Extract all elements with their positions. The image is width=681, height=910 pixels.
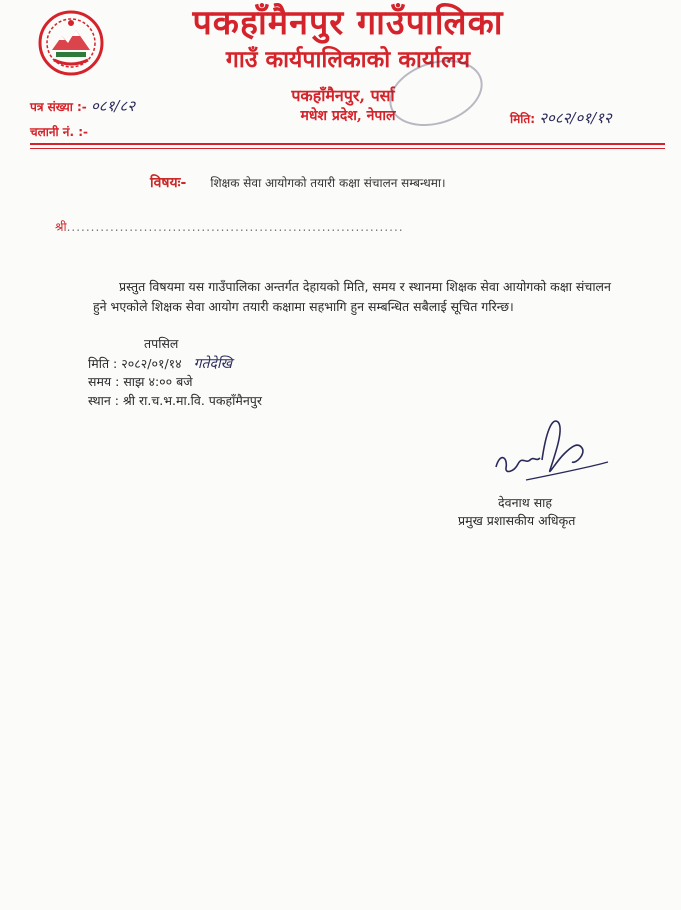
- date-label: मिति:: [510, 112, 536, 126]
- subject-text: शिक्षक सेवा आयोगको तयारी कक्षा संचालन सम्बन्धमा।: [210, 176, 446, 190]
- letter-date: [510, 108, 612, 128]
- address-line-2: मधेश प्रदेश, नेपाल: [300, 108, 396, 124]
- office-title: पकहाँमैनपुर गाउँपालिका: [192, 3, 504, 43]
- event-date: [88, 354, 232, 373]
- event-date-hand: गतेदेखि: [193, 356, 233, 372]
- patra-value: ०८१/८२: [90, 97, 136, 115]
- event-time: समय : साझ ४:०० बजे: [88, 374, 193, 389]
- chalani-number: [30, 122, 88, 140]
- header-rule-thick: [30, 143, 665, 145]
- recipient-dots: ......................................................................: [66, 220, 404, 234]
- event-place: स्थान : श्री रा.च.भ.मा.वि. पकहाँमैनपुर: [88, 393, 263, 408]
- body-paragraph: प्रस्तुत विषयमा यस गाउँपालिका अन्तर्गत देहायको मिति, समय र स्थानमा शिक्षक सेवा आयोगको कक्षा संचालन हुने भएकोले शिक्षक सेवा आयोग तयारी कक्षामा सहभागि हुन सम्बन्धित सबैलाई सूचित गरिन्छ।: [93, 279, 611, 314]
- patra-sankhya: [30, 96, 135, 116]
- chalani-label: चलानी नं. :-: [30, 125, 88, 139]
- nepal-government-emblem-icon: [38, 10, 104, 76]
- subject-line: [150, 173, 446, 192]
- office-subtitle: गाउँ कार्यपालिकाको कार्यालय: [225, 46, 471, 73]
- subject-label: विषयः-: [150, 175, 187, 191]
- recipient-prefix: श्री: [55, 220, 67, 234]
- signatory-name: देवनाथ साह: [498, 495, 553, 510]
- event-date-text: मिति : २०८२/०१/१४: [88, 356, 182, 371]
- signature-icon: [486, 412, 616, 492]
- recipient-line: [55, 218, 404, 235]
- patra-label: पत्र संख्या :-: [30, 100, 87, 114]
- signatory-title: प्रमुख प्रशासकीय अधिकृत: [458, 513, 576, 528]
- date-value: २०८२/०१/१२: [539, 109, 612, 127]
- header-rule-thin: [30, 148, 665, 149]
- address-line-1: पकहाँमैनपुर, पर्सा: [291, 86, 395, 105]
- tapsil-heading: तपसिल: [144, 336, 179, 351]
